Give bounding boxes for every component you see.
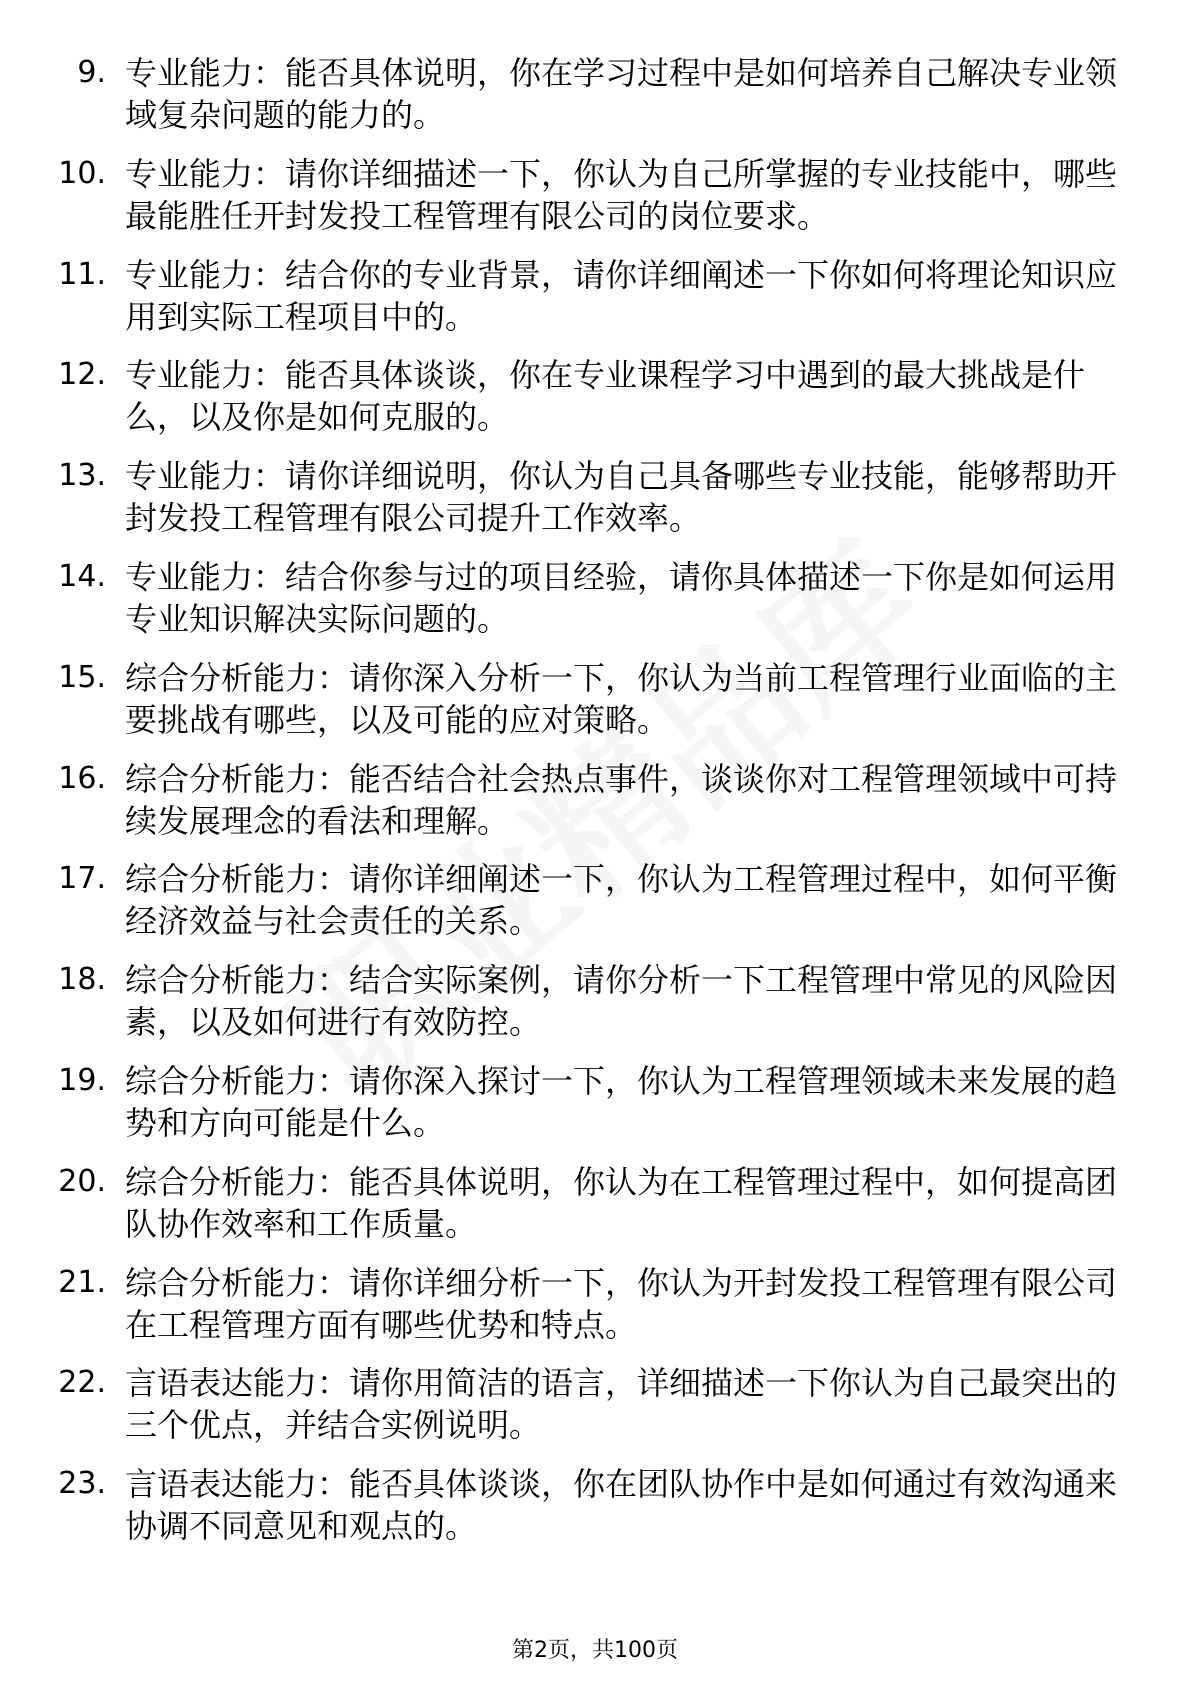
question-text: 综合分析能力：请你深入分析一下，你认为当前工程管理行业面临的主要挑战有哪些，以及可能的应对策略。 bbox=[125, 658, 1118, 739]
question-number: 20. bbox=[58, 1163, 106, 1199]
question-text: 综合分析能力：请你详细阐述一下，你认为工程管理过程中，如何平衡经济效益与社会责任的关系。 bbox=[125, 860, 1118, 941]
question-number: 19. bbox=[58, 1062, 106, 1098]
question-number: 9. bbox=[77, 55, 106, 90]
question-text: 综合分析能力：能否具体说明，你认为在工程管理过程中，如何提高团队协作效率和工作质量。 bbox=[125, 1162, 1118, 1243]
question-text: 综合分析能力：能否结合社会热点事件，谈谈你对工程管理领域中可持续发展理念的看法和理解。 bbox=[125, 759, 1118, 840]
question-text: 专业能力：能否具体谈谈，你在专业课程学习中遇到的最大挑战是什么，以及你是如何克服的。 bbox=[125, 356, 1086, 437]
question-item-12 bbox=[0, 354, 1190, 455]
page-footer: 第2页，共100页 bbox=[512, 1638, 678, 1663]
question-text: 综合分析能力：请你详细分析一下，你认为开封发投工程管理有限公司在工程管理方面有哪些优势和特点。 bbox=[125, 1263, 1118, 1344]
question-text: 综合分析能力：请你深入探讨一下，你认为工程管理领域未来发展的趋势和方向可能是什么。 bbox=[125, 1061, 1118, 1142]
question-text: 专业能力：结合你的专业背景，请你详细阐述一下你如何将理论知识应用到实际工程项目中的。 bbox=[125, 255, 1118, 336]
question-item-20 bbox=[0, 1161, 1190, 1262]
question-text: 专业能力：能否具体说明，你在学习过程中是如何培养自己解决专业领域复杂问题的能力的。 bbox=[125, 54, 1118, 134]
question-number: 16. bbox=[58, 760, 106, 796]
question-number: 13. bbox=[58, 458, 106, 494]
question-text: 综合分析能力：结合实际案例，请你分析一下工程管理中常见的风险因素，以及如何进行有效防控。 bbox=[125, 961, 1118, 1042]
question-item-13 bbox=[0, 455, 1190, 556]
question-item-15 bbox=[0, 657, 1190, 758]
question-item-19 bbox=[0, 1060, 1190, 1161]
question-text: 专业能力：请你详细描述一下，你认为自己所掌握的专业技能中，哪些最能胜任开封发投工程管理有限公司的岗位要求。 bbox=[125, 154, 1118, 235]
question-number: 10. bbox=[58, 155, 106, 191]
question-item-17 bbox=[0, 858, 1190, 959]
question-item-14 bbox=[0, 556, 1190, 657]
question-text: 专业能力：请你详细说明，你认为自己具备哪些专业技能，能够帮助开封发投工程管理有限公司提升工作效率。 bbox=[125, 457, 1118, 538]
question-item-21 bbox=[0, 1262, 1190, 1363]
question-number: 17. bbox=[58, 861, 106, 897]
question-item-22 bbox=[0, 1362, 1190, 1463]
question-number: 23. bbox=[58, 1466, 106, 1502]
question-item-11 bbox=[0, 254, 1190, 355]
question-text: 言语表达能力：能否具体谈谈，你在团队协作中是如何通过有效沟通来协调不同意见和观点的。 bbox=[125, 1465, 1118, 1546]
question-number: 11. bbox=[58, 256, 106, 292]
question-item-23 bbox=[0, 1463, 1190, 1564]
question-list bbox=[0, 52, 1190, 1564]
question-text: 专业能力：结合你参与过的项目经验，请你具体描述一下你是如何运用专业知识解决实际问题的。 bbox=[125, 557, 1118, 638]
question-number: 22. bbox=[58, 1365, 106, 1401]
question-number: 15. bbox=[58, 659, 106, 695]
question-item-18 bbox=[0, 959, 1190, 1060]
question-number: 18. bbox=[58, 962, 106, 998]
question-text: 言语表达能力：请你用简洁的语言，详细描述一下你认为自己最突出的三个优点，并结合实例说明。 bbox=[125, 1364, 1118, 1445]
question-number: 14. bbox=[58, 558, 106, 594]
question-number: 12. bbox=[58, 357, 106, 393]
question-item-10 bbox=[0, 153, 1190, 254]
question-item-9 bbox=[0, 52, 1190, 153]
question-number: 21. bbox=[58, 1264, 106, 1300]
question-item-16 bbox=[0, 758, 1190, 859]
